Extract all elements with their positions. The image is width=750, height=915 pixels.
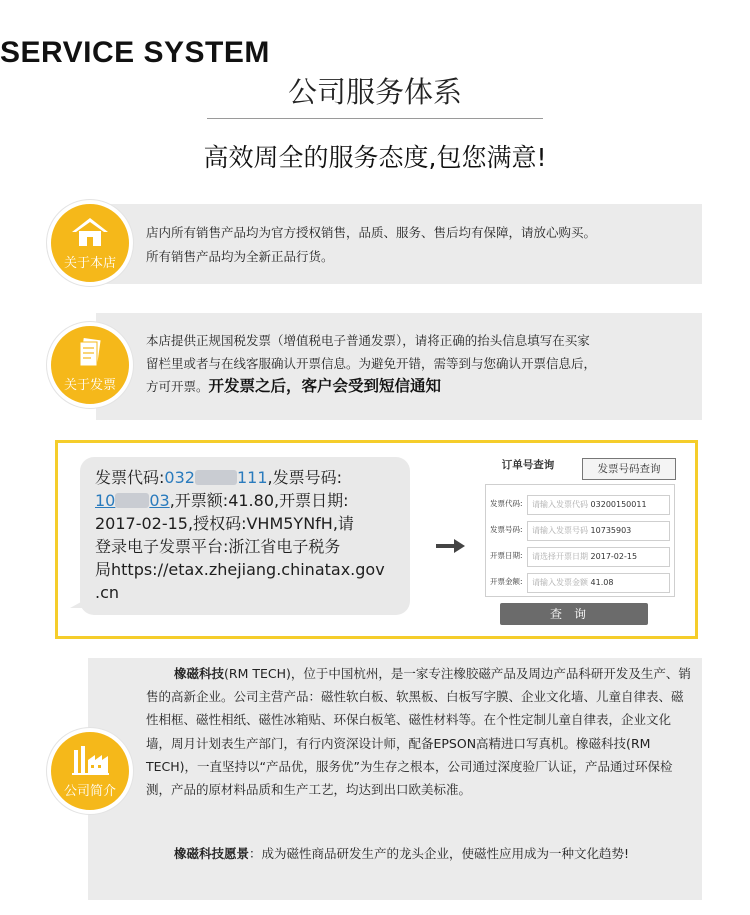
sms-line-4: 登录电子发票平台:浙江省电子税务 — [95, 537, 341, 556]
row-label: 发票号码: — [490, 525, 523, 534]
row-invoice-code — [490, 495, 672, 515]
invoice-amount-input[interactable] — [527, 573, 670, 593]
company-intro — [146, 662, 694, 801]
sms-code-label: 发票代码: — [95, 468, 165, 487]
invoice-line-3 — [146, 375, 686, 398]
placeholder: 请选择开票日期 — [532, 552, 588, 561]
sms-code-end: 111 — [236, 468, 268, 487]
invoice-number-input[interactable] — [527, 521, 670, 541]
factory-icon — [70, 744, 110, 776]
row-label: 发票代码: — [490, 499, 523, 508]
query-button[interactable]: 查询 — [500, 603, 648, 625]
vision-title: 橡磁科技愿景 — [174, 846, 250, 861]
input-value: 2017-02-15 — [590, 552, 638, 561]
invoice-badge-label: 关于发票 — [63, 377, 116, 393]
slogan: 高效周全的服务态度,包您满意! — [203, 143, 547, 172]
row-invoice-number — [490, 521, 672, 541]
redacted-block — [115, 493, 149, 508]
sms-line-5: 局https://etax.zhejiang.chinatax.gov — [95, 560, 385, 579]
input-value: 41.08 — [590, 578, 614, 587]
tab-invoice-query[interactable]: 发票号码查询 — [582, 458, 676, 480]
row-label: 开票日期: — [490, 551, 523, 560]
store-line-1: 店内所有销售产品均为官方授权销售，品质、服务、售后均有保障，请放心购买。 — [146, 225, 597, 240]
store-badge-label: 关于本店 — [63, 255, 116, 271]
store-line-2: 所有销售产品均为全新正品行货。 — [146, 249, 334, 264]
sms-line-1 — [95, 466, 402, 489]
divider — [207, 118, 543, 119]
title-en: SERVICE SYSTEM — [0, 36, 270, 69]
sms-line-3: 2017-02-15,授权码:VHM5YNfH,请 — [95, 514, 354, 533]
input-value: 10735903 — [590, 526, 632, 535]
invoice-badge — [47, 322, 133, 408]
company-name: 橡磁科技 — [174, 666, 225, 681]
invoice-highlight: 开发票之后，客户会受到短信通知 — [208, 377, 442, 395]
invoice-line-3-text: 方可开票。 — [146, 379, 209, 394]
sms-num-label: ,发票号码: — [267, 468, 342, 487]
invoice-line-1: 本店提供正规国税发票（增值税电子普通发票），请将正确的抬头信息填写在买家 — [146, 333, 590, 348]
sms-number — [95, 491, 170, 510]
sms-amount-date: ,开票额:41.80,开票日期: — [169, 491, 349, 510]
tab-order-query[interactable]: 订单号查询 — [501, 459, 555, 471]
sms-code-start: 032 — [164, 468, 195, 487]
sms-bubble — [80, 457, 410, 615]
invoice-text — [146, 329, 686, 398]
vision-text: ：成为磁性商品研发生产的龙头企业，使磁性应用成为一种文化趋势! — [249, 846, 630, 861]
arrow-right-icon — [436, 538, 466, 554]
query-panel — [485, 484, 675, 597]
company-vision — [146, 842, 694, 865]
placeholder: 请输入发票号码 — [532, 526, 588, 535]
store-text — [146, 221, 686, 269]
row-label: 开票金额: — [490, 577, 523, 586]
placeholder: 请输入发票金额 — [532, 578, 588, 587]
company-intro-text: (RM TECH)，位于中国杭州，是一家专注橡胶磁产品及周边产品科研开发及生产、销售的高新企业。公司主营产品：磁性软白板、软黑板、白板写字膜、企业文化墙、儿童自律表、磁性相框、磁性相纸、磁性冰箱贴、环保白板笔、磁性材料等。在个性定制儿童自律表，企业文化墙，周月计划表生产部门，有行内资深设计师，配备EPSON高精进口写真机。橡磁科技(RM TECH)，一直坚持以“产品优，服务优”为生存之根本，公司通过深度验厂认证，产品通过环保检测，产品的原材料品质和生产工艺，均达到出口欧美标准。 — [146, 666, 691, 798]
title-cn: 公司服务体系 — [287, 75, 462, 109]
sms-line-6: .cn — [95, 583, 120, 602]
row-invoice-amount — [490, 573, 672, 593]
house-icon — [70, 216, 110, 248]
company-badge — [47, 728, 133, 814]
sms-code — [164, 468, 267, 487]
sms-num-end: 03 — [149, 491, 170, 510]
invoice-code-input[interactable] — [527, 495, 670, 515]
invoice-query-form — [482, 455, 678, 627]
redacted-block — [195, 470, 237, 485]
row-invoice-date — [490, 547, 672, 567]
sms-line-2 — [95, 489, 402, 512]
input-value: 03200150011 — [590, 500, 647, 509]
placeholder: 请输入发票代码 — [532, 500, 588, 509]
invoice-icon — [70, 338, 110, 370]
invoice-line-2: 留栏里或者与在线客服确认开票信息。为避免开错，需等到与您确认开票信息后， — [146, 356, 597, 371]
company-badge-label: 公司简介 — [63, 783, 116, 799]
invoice-date-input[interactable] — [527, 547, 670, 567]
sms-num-start: 10 — [95, 491, 116, 510]
store-badge — [47, 200, 133, 286]
